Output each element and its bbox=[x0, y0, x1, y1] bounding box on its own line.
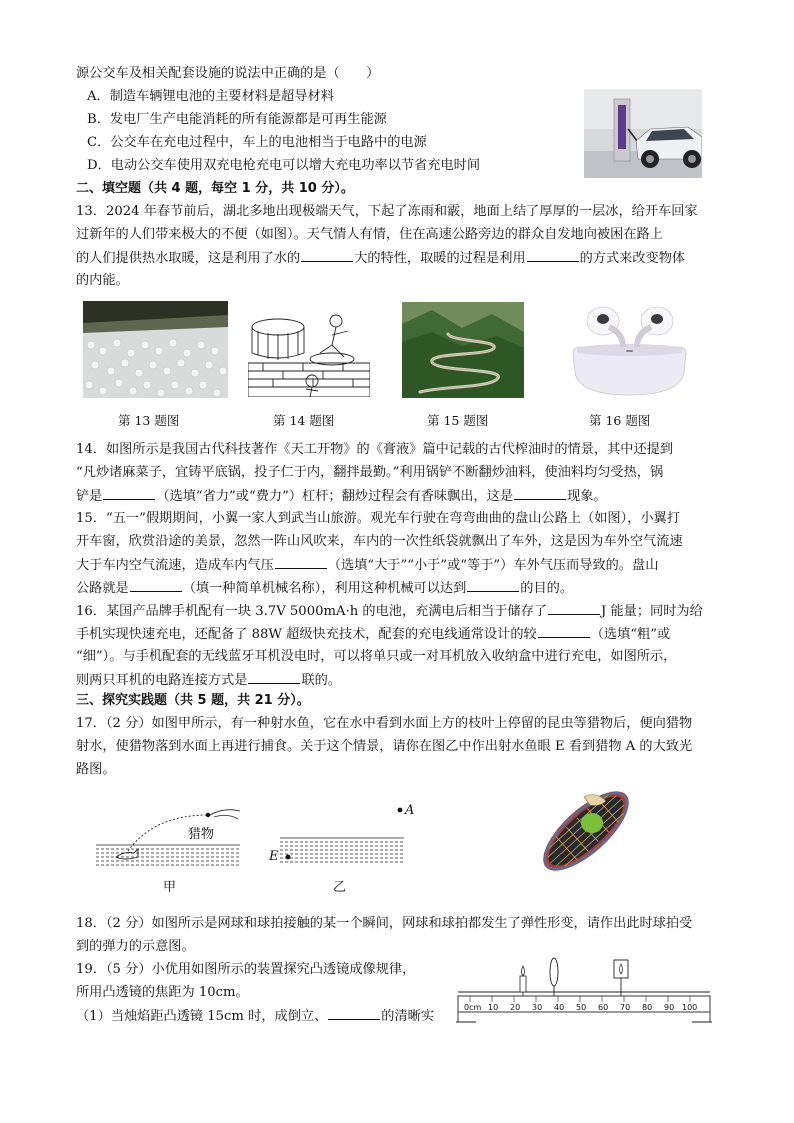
q15-line4: 公路就是 （填一种简单机械名称），利用这种机械可以达到 的目的。 bbox=[76, 581, 574, 596]
label-jia: 甲 bbox=[163, 880, 177, 895]
ruler-label-100: 100 bbox=[682, 1003, 698, 1012]
q16-line3: “细”）。与手机配套的无线蓝牙耳机没电时，可以将单只或一对耳机放入收纳盒中进行充电，如图所示， bbox=[76, 649, 677, 664]
section-3-title: 三、探究实践题（共 5 题，共 21 分）。 bbox=[76, 693, 310, 708]
q15-blank-1[interactable] bbox=[275, 556, 327, 569]
ruler-label-50: 50 bbox=[576, 1003, 587, 1012]
caption-figure-16: 第 16 题图 bbox=[589, 413, 651, 428]
convex-lens bbox=[550, 958, 558, 986]
q18-line1: 18．（2 分）如图所示是网球和球拍接触的某一个瞬间，网球和球拍都发生了弹性形变，请作出此时球拍受 bbox=[76, 916, 693, 931]
q12-option-a: A．制造车辆锂电池的主要材料是超导材料 bbox=[87, 89, 334, 104]
point-a bbox=[398, 808, 403, 813]
figure-13-ice-pellets bbox=[83, 301, 228, 398]
q15-line2: 开车窗，欣赏沿途的美景，忽然一阵山风吹来，车内的一次性纸袋就飘出了车外，这是因为车外空气流速 bbox=[76, 534, 683, 549]
q13-line2: 过新年的人们带来极大的不便（如图）。天气情人有情，住在高速公路旁边的群众自发地向被困在路上 bbox=[76, 227, 663, 242]
q19-line2: 所用凸透镜的焦距为 10cm。 bbox=[76, 985, 249, 1000]
q13-blank-2[interactable] bbox=[527, 249, 579, 262]
figure-17-yi-optics-diagram bbox=[268, 800, 418, 878]
label-yi: 乙 bbox=[333, 880, 347, 895]
q14-blank-2[interactable] bbox=[514, 487, 566, 500]
ruler-label-60: 60 bbox=[598, 1003, 609, 1012]
q16-blank-2[interactable] bbox=[538, 625, 590, 638]
q14-line3: 铲是 （选填“省力”或“费力”）杠杆；翻炒过程会有香味飘出，这是 现象。 bbox=[76, 489, 607, 504]
q14-line2: “凡炒诸麻菜子，宜铸平底锅，投子仁于内，翻拌最勤。”利用锅铲不断翻炒油料，使油料均匀受热，锅 bbox=[76, 465, 664, 480]
q12-stem: 源公交车及相关配套设施的说法中正确的是（ ） bbox=[76, 66, 380, 81]
caption-figure-14: 第 14 题图 bbox=[273, 413, 335, 428]
figure-16-earbuds-case-photo bbox=[567, 297, 692, 399]
q16-blank-1[interactable] bbox=[548, 602, 600, 615]
charging-station-photo bbox=[584, 89, 702, 178]
q19-blank-1[interactable] bbox=[328, 1007, 380, 1020]
figure-18-racket-ball-photo bbox=[540, 777, 632, 884]
figure-17-jia-archerfish bbox=[94, 805, 244, 877]
q12-option-c: C．公交车在充电过程中，车上的电池相当于电路中的电源 bbox=[87, 135, 427, 150]
q13-blank-1[interactable] bbox=[301, 249, 353, 262]
figure-19-optical-bench bbox=[456, 954, 712, 1026]
q16-line2: 手机实现快速充电，还配备了 88W 超级快充技术，配套的充电线通常设计的较 （选填“粗”或 bbox=[76, 627, 671, 642]
q17-line3: 路图。 bbox=[76, 762, 116, 777]
q19-line3: （1）当烛焰距凸透镜 15cm 时，成倒立、 的清晰实 bbox=[76, 1009, 435, 1024]
q17-line1: 17．（2 分）如图甲所示，有一种射水鱼，它在水中看到水面上方的枝叶上停留的昆虫等猎物后，便向猎物 bbox=[76, 716, 693, 731]
ruler-label-80: 80 bbox=[642, 1003, 653, 1012]
ruler-label-30: 30 bbox=[532, 1003, 543, 1012]
q16-blank-3[interactable] bbox=[248, 671, 300, 684]
caption-figure-15: 第 15 题图 bbox=[427, 413, 489, 428]
ruler-label-0: 0cm bbox=[464, 1003, 482, 1012]
label-prey: 猎物 bbox=[188, 827, 215, 842]
figure-15-mountain-road-photo bbox=[402, 302, 524, 398]
q15-blank-2[interactable] bbox=[130, 579, 182, 592]
q19-line1: 19．（5 分）小优用如图所示的装置探究凸透镜成像规律， bbox=[76, 962, 416, 977]
q14-blank-1[interactable] bbox=[103, 487, 155, 500]
ruler-label-90: 90 bbox=[664, 1003, 675, 1012]
q13-line1: 13．2024 年春节前后，湖北多地出现极端天气，下起了冻雨和霰，地面上结了厚厚的一层冰，给开车回家 bbox=[76, 204, 698, 219]
q15-blank-3[interactable] bbox=[467, 579, 519, 592]
q13-line4: 的内能。 bbox=[76, 273, 129, 288]
q13-line3: 的人们提供热水取暖，这是利用了水的 大的特性，取暖的过程是利用 的方式来改变物体 bbox=[76, 251, 686, 266]
point-e bbox=[286, 855, 291, 860]
q15-line3: 大于车内空气流速，造成车内气压 （选填“大于”“小于”或“等于”）车外气压而导致的。盘山 bbox=[76, 558, 659, 573]
q15-line1: 15．“五一”假期期间，小翼一家人到武当山旅游。观光车行驶在弯弯曲曲的盘山公路上（如图），小翼打 bbox=[76, 511, 680, 526]
ruler-label-10: 10 bbox=[488, 1003, 499, 1012]
ruler-label-20: 20 bbox=[510, 1003, 521, 1012]
label-a: A bbox=[405, 803, 415, 818]
ruler-label-40: 40 bbox=[554, 1003, 565, 1012]
caption-figure-13: 第 13 题图 bbox=[118, 413, 180, 428]
q12-option-b: B．发电厂生产电能消耗的所有能源都是可再生能源 bbox=[87, 112, 387, 127]
label-e: E bbox=[269, 849, 279, 864]
figure-14-oil-press-drawing bbox=[248, 301, 370, 397]
q16-line1: 16．某国产品牌手机配有一块 3.7V 5000mA·h 的电池，充满电后相当于储存了 J 能量；同时为给 bbox=[76, 604, 703, 619]
section-2-title: 二、填空题（共 4 题，每空 1 分，共 10 分）。 bbox=[76, 181, 354, 196]
candle bbox=[520, 976, 526, 992]
q14-line1: 14．如图所示是我国古代科技著作《天工开物》的《膏液》篇中记载的古代榨油时的情景，其中还提到 bbox=[76, 442, 674, 457]
q17-line2: 射水，使猎物落到水面上再进行捕食。关于这个情景，请你在图乙中作出射水鱼眼 E 看到猎物 A 的大致光 bbox=[76, 739, 693, 754]
q16-line4: 则两只耳机的电路连接方式是 联的。 bbox=[76, 673, 341, 688]
q18-line2: 到的弹力的示意图。 bbox=[76, 939, 195, 954]
q12-option-d: D．电动公交车使用双充电枪充电可以增大充电功率以节省充电时间 bbox=[87, 158, 481, 173]
ruler-label-70: 70 bbox=[620, 1003, 631, 1012]
